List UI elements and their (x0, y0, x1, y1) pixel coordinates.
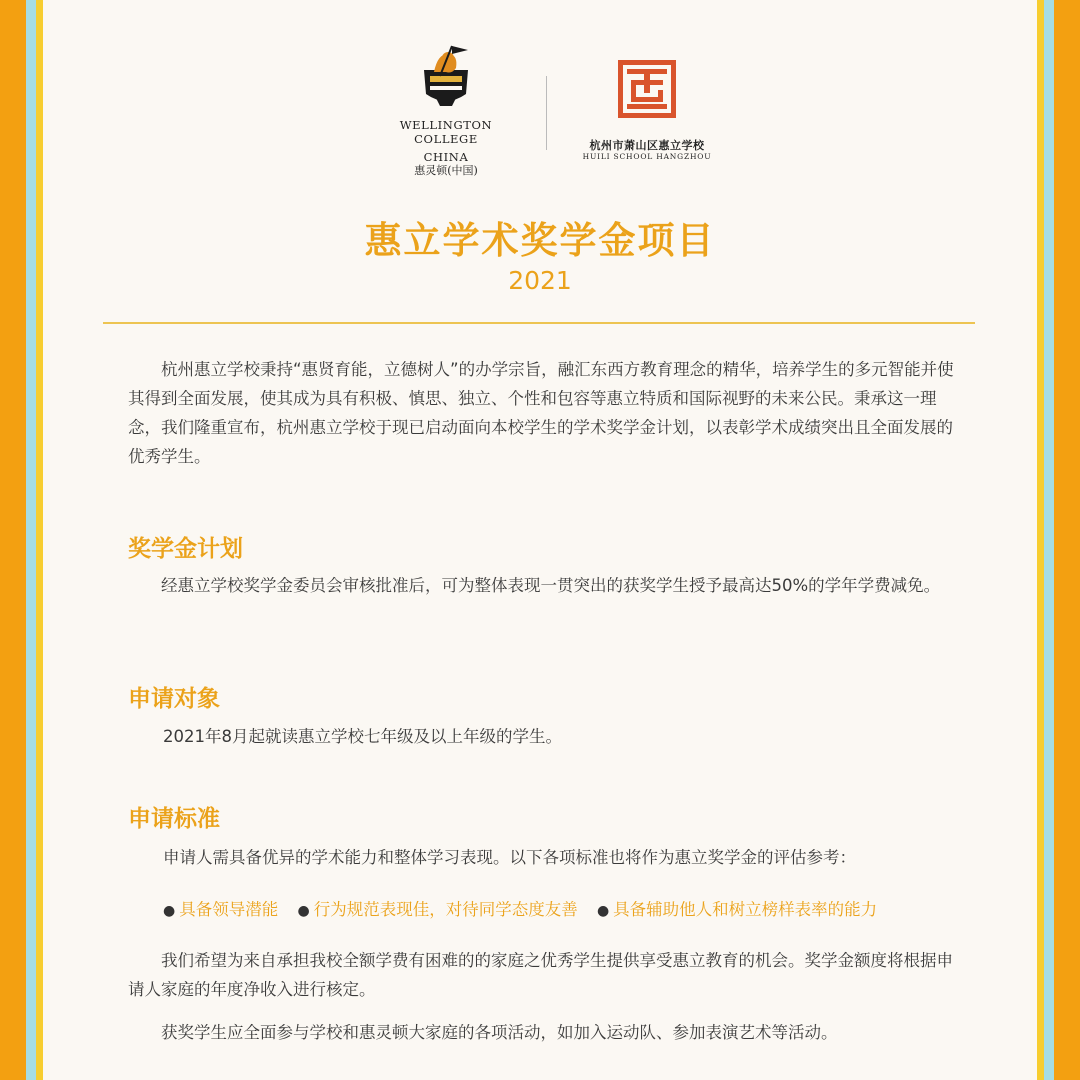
criteria-bullet-list (163, 896, 983, 920)
page-title: 惠立学术奖学金项目 (364, 219, 716, 262)
huili-name-cn: 杭州市萧山区惠立学校 (589, 139, 705, 152)
huili-name-en: HUILI SCHOOL HANGZHOU (582, 152, 712, 161)
list-item: ● 行为规范表现佳，对待同学态度友善 (297, 900, 578, 919)
criteria-paragraph-3: 获奖学生应全面参与学校和惠灵顿大家庭的各项活动，如加入运动队、参加表演艺术等活动。 (161, 1023, 838, 1042)
section-title-target: 申请对象 (128, 686, 220, 712)
list-item: ● 具备辅助他人和树立榜样表率的能力 (596, 900, 878, 919)
intro-paragraph: 杭州惠立学校秉持“惠贤育能，立德树人”的办学宗旨，融汇东西方教育理念的精华，培养学生的多元智能并使其得到全面发展，使其成为具有积极、慎思、独立、个性和包容等惠立特质和国际视野的未来公民。秉承这一理念，我们隆重宣布，杭州惠立学校于现已启动面向本校学生的学术奖学金计划，以表彰学术成绩突出且全面发展的优秀学生。 (128, 360, 954, 466)
wellington-name-en-2: CHINA (423, 150, 469, 164)
logo-bar (0, 40, 1080, 177)
seal-logo-icon (618, 60, 676, 118)
lion-crest-icon (416, 42, 476, 110)
list-item: ● 具备领导潜能 (163, 900, 279, 919)
wellington-logo (366, 42, 526, 178)
huili-logo (572, 60, 722, 162)
section-title-plan: 奖学金计划 (128, 536, 243, 562)
title-divider (103, 322, 975, 324)
wellington-name-en: WELLINGTON COLLEGE (399, 118, 493, 146)
section-text-criteria: 申请人需具备优异的学术能力和整体学习表现。以下各项标准也将作为惠立奖学金的评估参考： (163, 848, 856, 867)
logo-divider (546, 76, 547, 150)
section-text-plan: 经惠立学校奖学金委员会审核批准后，可为整体表现一贯突出的获奖学生授予最高达50%的学年学费减免。 (161, 576, 941, 595)
criteria-paragraph-2: 我们希望为来自承担我校全额学费有困难的的家庭之优秀学生提供享受惠立教育的机会。奖学金额度将根据申请人家庭的年度净收入进行核定。 (128, 951, 953, 999)
page-year: 2021 (508, 266, 572, 295)
wellington-name-cn: 惠灵顿(中国) (414, 164, 478, 177)
section-text-target: 2021年8月起就读惠立学校七年级及以上年级的学生。 (163, 727, 562, 746)
section-title-criteria: 申请标准 (128, 806, 220, 832)
